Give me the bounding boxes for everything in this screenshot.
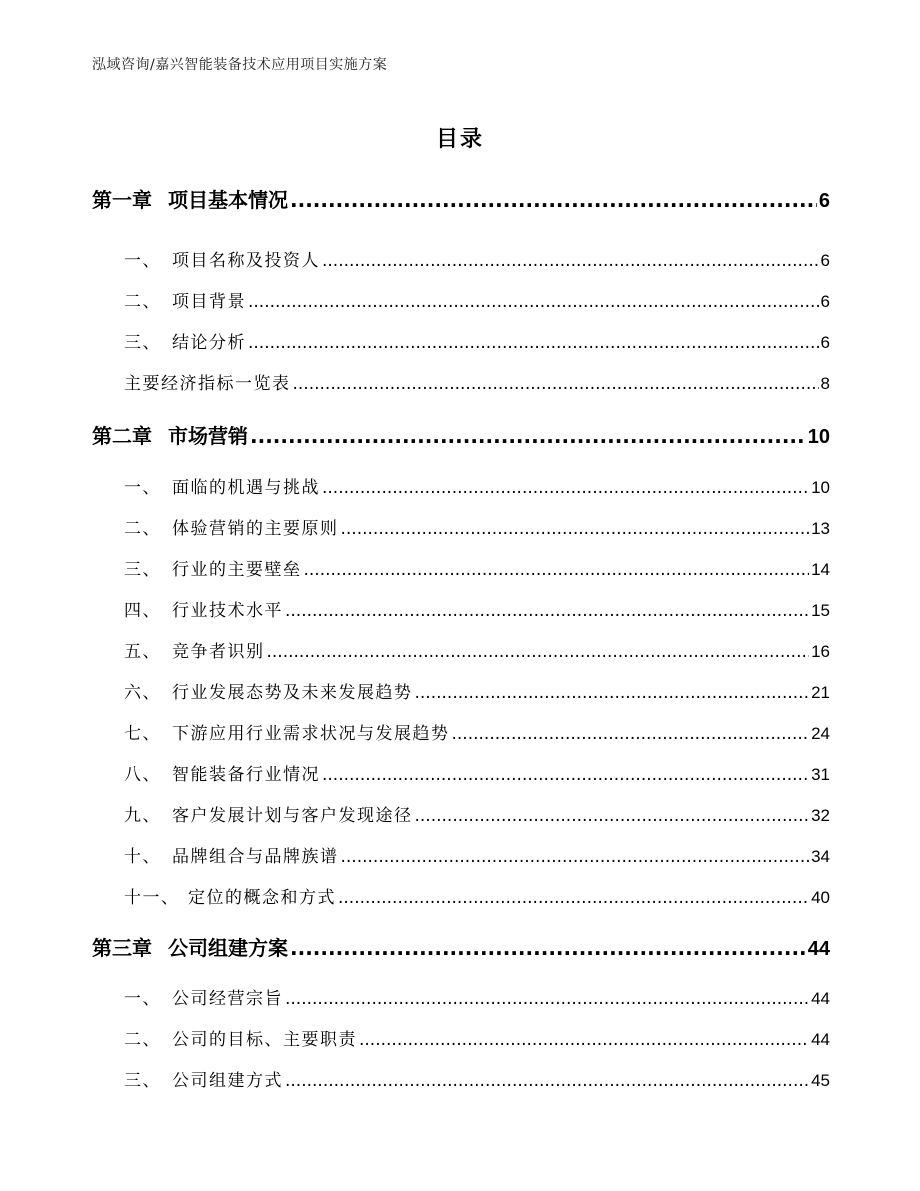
toc-leader (267, 642, 810, 662)
toc-entry-number: 四、 (124, 601, 161, 621)
toc-leader (248, 333, 819, 353)
toc-entry-number: 一、 (124, 251, 161, 271)
toc-entry-label: 行业技术水平 (172, 601, 283, 621)
toc-entry-2-1[interactable] (92, 473, 830, 498)
toc-page-number: 14 (811, 560, 830, 579)
toc-leader (290, 188, 817, 212)
toc-page-number: 31 (811, 765, 830, 784)
toc-leader (290, 936, 806, 960)
toc-entry-number: 十一、 (124, 888, 180, 908)
toc-entry-2-2[interactable] (92, 514, 830, 539)
toc-entry-number: 九、 (124, 806, 161, 826)
toc-page-number: 13 (811, 519, 830, 538)
toc-entry-number: 一、 (124, 478, 161, 498)
toc-entry-number: 三、 (124, 1071, 161, 1091)
toc-chapter-2[interactable] (92, 420, 830, 449)
toc-entry-number: 八、 (124, 765, 161, 785)
toc-entry-label: 公司的目标、主要职责 (172, 1030, 357, 1050)
toc-page-number: 10 (807, 426, 830, 448)
toc-entry-number: 五、 (124, 642, 161, 662)
toc-leader (322, 251, 819, 271)
toc-entry-3-3[interactable] (92, 1066, 830, 1091)
toc-page-number: 16 (811, 642, 830, 661)
toc-page-number: 32 (811, 806, 830, 825)
toc-leader (322, 478, 809, 498)
toc-entry-3-2[interactable] (92, 1025, 830, 1050)
toc-leader (293, 374, 819, 394)
toc-leader (250, 424, 806, 448)
toc-entry-number: 二、 (124, 1030, 161, 1050)
toc-page-number: 44 (811, 989, 830, 1008)
toc-page-number: 8 (820, 374, 830, 393)
toc-leader (285, 1071, 809, 1091)
toc-entry-label: 定位的概念和方式 (188, 888, 336, 908)
running-header: 泓域咨询/嘉兴智能装备技术应用项目实施方案 (92, 57, 388, 73)
toc-entry-2-10[interactable] (92, 842, 830, 867)
toc-chapter-3[interactable] (92, 932, 830, 961)
toc-entry-number: 二、 (124, 292, 161, 312)
toc-page-number: 44 (811, 1030, 830, 1049)
toc-entry-2-7[interactable] (92, 719, 830, 744)
toc-entry-2-3[interactable] (92, 555, 830, 580)
toc-entry-2-5[interactable] (92, 637, 830, 662)
toc-leader (285, 989, 809, 1009)
toc-entry-label: 项目名称及投资人 (172, 251, 320, 271)
toc-entry-label: 客户发展计划与客户发现途径 (172, 806, 413, 826)
toc-entry-label: 主要经济指标一览表 (124, 374, 291, 394)
table-of-contents (92, 0, 830, 1191)
toc-entry-number: 六、 (124, 683, 161, 703)
toc-page-number: 24 (811, 724, 830, 743)
toc-chapter-1[interactable] (92, 184, 830, 213)
toc-chapter-label: 公司组建方案 (168, 936, 288, 960)
toc-chapter-label: 项目基本情况 (168, 188, 288, 212)
toc-entry-label: 结论分析 (172, 333, 246, 353)
toc-page-number: 40 (811, 888, 830, 907)
toc-entry-2-6[interactable] (92, 678, 830, 703)
toc-page-number: 45 (811, 1071, 830, 1090)
toc-entry-label: 行业的主要壁垒 (172, 560, 302, 580)
toc-entry-table-1[interactable] (92, 369, 830, 394)
toc-entry-number: 七、 (124, 724, 161, 744)
toc-entry-1-1[interactable] (92, 246, 830, 271)
toc-title: 目录 (435, 127, 484, 152)
toc-leader (285, 601, 809, 621)
toc-page-number: 34 (811, 847, 830, 866)
toc-leader (415, 683, 810, 703)
toc-entry-label: 行业发展态势及未来发展趋势 (172, 683, 413, 703)
toc-entry-1-2[interactable] (92, 287, 830, 312)
toc-chapter-number: 第二章 (92, 424, 152, 448)
toc-entry-number: 一、 (124, 989, 161, 1009)
toc-page-number: 21 (811, 683, 830, 702)
toc-entry-label: 项目背景 (172, 292, 246, 312)
toc-leader (338, 888, 809, 908)
toc-entry-label: 下游应用行业需求状况与发展趋势 (172, 724, 450, 744)
toc-entry-number: 三、 (124, 333, 161, 353)
toc-entry-label: 品牌组合与品牌族谱 (172, 847, 339, 867)
toc-page-number: 6 (818, 190, 830, 212)
toc-page-number: 6 (820, 251, 830, 270)
toc-page-number: 6 (820, 292, 830, 311)
toc-leader (248, 292, 819, 312)
toc-entry-2-8[interactable] (92, 760, 830, 785)
toc-entry-label: 面临的机遇与挑战 (172, 478, 320, 498)
toc-entry-label: 公司经营宗旨 (172, 989, 283, 1009)
toc-leader (322, 765, 809, 785)
toc-entry-number: 三、 (124, 560, 161, 580)
toc-entry-label: 公司组建方式 (172, 1071, 283, 1091)
toc-entry-label: 体验营销的主要原则 (172, 519, 339, 539)
toc-leader (341, 519, 810, 539)
toc-entry-2-9[interactable] (92, 801, 830, 826)
toc-chapter-number: 第三章 (92, 936, 152, 960)
toc-leader (415, 806, 810, 826)
toc-entry-1-3[interactable] (92, 328, 830, 353)
toc-leader (341, 847, 810, 867)
toc-leader (452, 724, 810, 744)
toc-chapter-number: 第一章 (92, 188, 152, 212)
toc-page-number: 10 (811, 478, 830, 497)
toc-page-number: 44 (807, 938, 830, 960)
toc-page-number: 6 (820, 333, 830, 352)
toc-entry-number: 二、 (124, 519, 161, 539)
toc-leader (304, 560, 810, 580)
toc-entry-3-1[interactable] (92, 984, 830, 1009)
toc-entry-label: 智能装备行业情况 (172, 765, 320, 785)
toc-entry-2-4[interactable] (92, 596, 830, 621)
toc-entry-number: 十、 (124, 847, 161, 867)
toc-leader (359, 1030, 809, 1050)
toc-page-number: 15 (811, 601, 830, 620)
toc-entry-label: 竞争者识别 (172, 642, 265, 662)
toc-entry-2-11[interactable] (92, 883, 830, 908)
toc-chapter-label: 市场营销 (168, 424, 248, 448)
